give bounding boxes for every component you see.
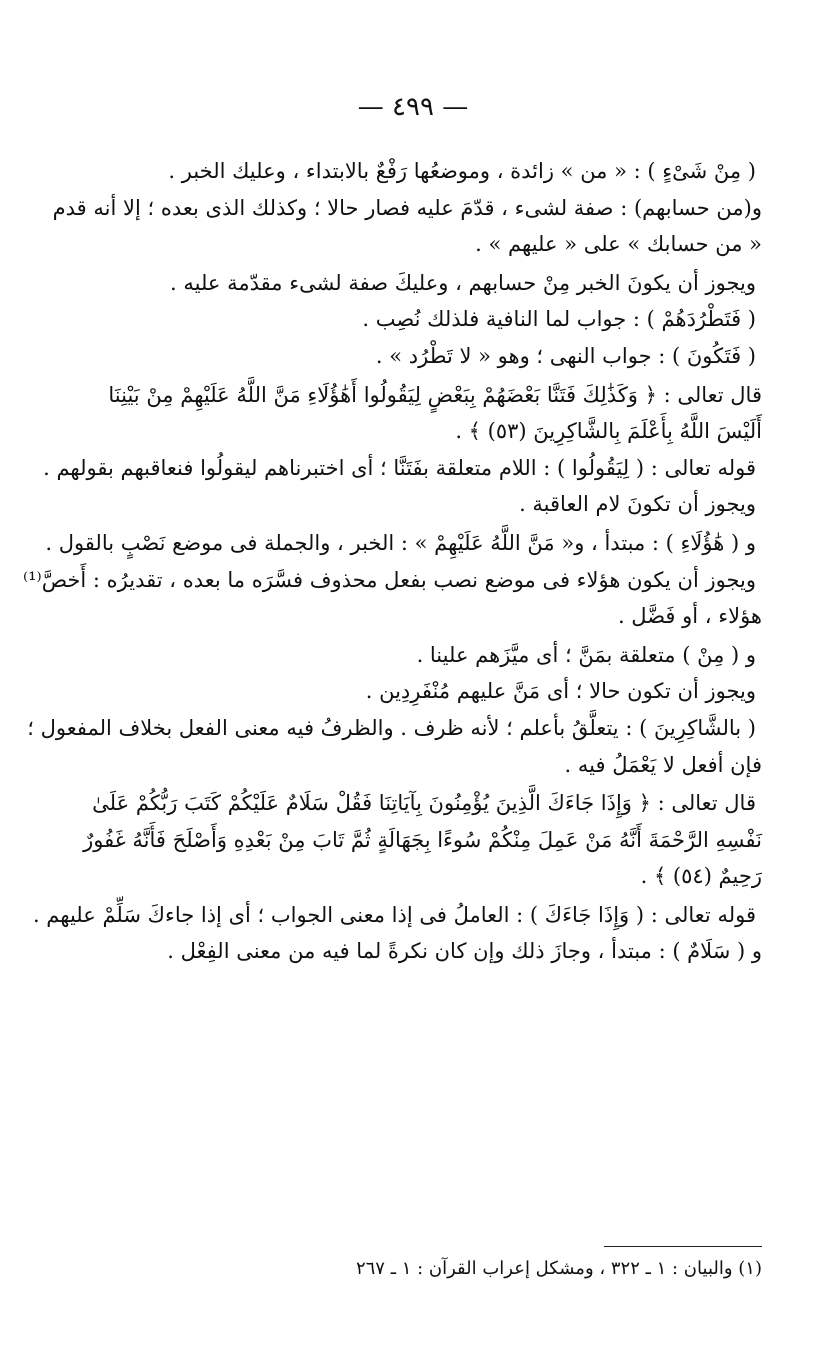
footnote-divider <box>604 1246 762 1247</box>
text-line: ويجوز أن تكونَ لام العاقبة . <box>519 492 756 517</box>
text-line: ويجوز أن يكونَ الخبر مِنْ حسابهم ، وعليكَ صفة لشىء مقدّمة عليه . <box>170 270 756 295</box>
text-line: و ( هَٰؤُلَاءِ ) : مبتدأ ، و« مَنَّ اللَّهُ عَلَيْهِمْ » : الخبر ، والجملة فى موضع نَصْبٍ بالقول . <box>45 530 756 555</box>
quran-verse-line: قال تعالى : ﴿ وَكَذَٰلِكَ فَتَنَّا بَعْضَهُمْ بِبَعْضٍ لِيَقُولُوا أَهَٰؤُلَاءِ مَنَّ اللَّهُ عَلَيْهِمْ مِنْ بَيْنِنَا <box>108 382 762 407</box>
text-line: ( فَتَكُونَ ) : جواب النهى ؛ وهو « لا تَطْرُد » . <box>375 343 756 368</box>
text-line: و ( مِنْ ) متعلقة بمَنَّ ؛ أى ميَّزَهم علينا . <box>416 642 756 667</box>
text-line: « من حسابك » على « عليهم » . <box>475 232 762 257</box>
text-line: هؤلاء ، أو فَضَّل . <box>617 604 762 629</box>
page-body <box>22 153 762 970</box>
text-line: ( مِنْ شَىْءٍ ) : « من » زائدة ، وموضعُها رَفْعٌ بالابتداء ، وعليك الخبر . <box>168 159 756 183</box>
text-line: قوله تعالى : ( وَإِذَا جَاءَكَ ) : العاملُ فى إذا معنى الجواب ؛ أى إذا جاءكَ سَلِّمْ عليهم . <box>32 902 756 927</box>
text-line: ( فَتَطْرُدَهُمْ ) : جواب لما النافية فلذلك نُصِب . <box>362 307 756 332</box>
text-line: و(من حسابهم) : صفة لشىء ، قدّمَ عليه فصار حالا ؛ وكذلك الذى بعده ؛ إلا أنه قدم <box>52 195 762 220</box>
quran-verse-line: رَحِيمٌ (٥٤) ﴾ . <box>640 864 762 889</box>
text-line: ويجوز أن يكون هؤلاء فى موضع نصب بفعل محذوف فسَّرَه ما بعده ، تقديرُه : أَخصَّ⁽¹⁾ <box>22 567 756 592</box>
page-number: — ٤٩٩ — <box>357 92 469 122</box>
text-line: فإن أفعل لا يَعْمَلُ فيه . <box>564 752 762 777</box>
quran-verse-line: قال تعالى : ﴿ وَإِذَا جَاءَكَ الَّذِينَ يُؤْمِنُونَ بِآيَاتِنَا فَقُلْ سَلَامٌ عَلَيْكُمْ كَتَبَ رَبُّكُمْ عَلَىٰ <box>92 791 756 816</box>
text-line: قوله تعالى : ( لِيَقُولُوا ) : اللام متعلقة بفَتَنَّا ؛ أى اختبرناهم ليقولُوا فنعاقبهم بقولهم . <box>43 455 756 480</box>
quran-verse-line: نَفْسِهِ الرَّحْمَةَ أَنَّهُ مَنْ عَمِلَ مِنْكُمْ سُوءًا بِجَهَالَةٍ ثُمَّ تَابَ مِنْ بَعْدِهِ وَأَصْلَحَ فَأَنَّهُ غَفُورٌ <box>83 827 762 852</box>
text-line: ويجوز أن تكون حالا ؛ أى مَنَّ عليهم مُنْفَرِدِين . <box>365 679 756 704</box>
text-line: و ( سَلَامٌ ) : مبتدأ ، وجازَ ذلك وإن كان نكرةً لما فيه من معنى الفِعْل . <box>167 939 762 964</box>
quran-verse-line: أَلَيْسَ اللَّهُ بِأَعْلَمَ بِالشَّاكِرِينَ (٥٣) ﴾ . <box>455 419 762 444</box>
footnote: (١) والبيان : ١ ـ ٣٢٢ ، ومشكل إعراب القرآن : ١ ـ ٢٦٧ <box>355 1258 762 1279</box>
text-line: ( بالشَّاكِرِينَ ) : يتعلَّقُ بأعلم ؛ لأنه ظرف . والظرفُ فيه معنى الفعل بخلاف المفعول ؛ <box>27 715 756 740</box>
